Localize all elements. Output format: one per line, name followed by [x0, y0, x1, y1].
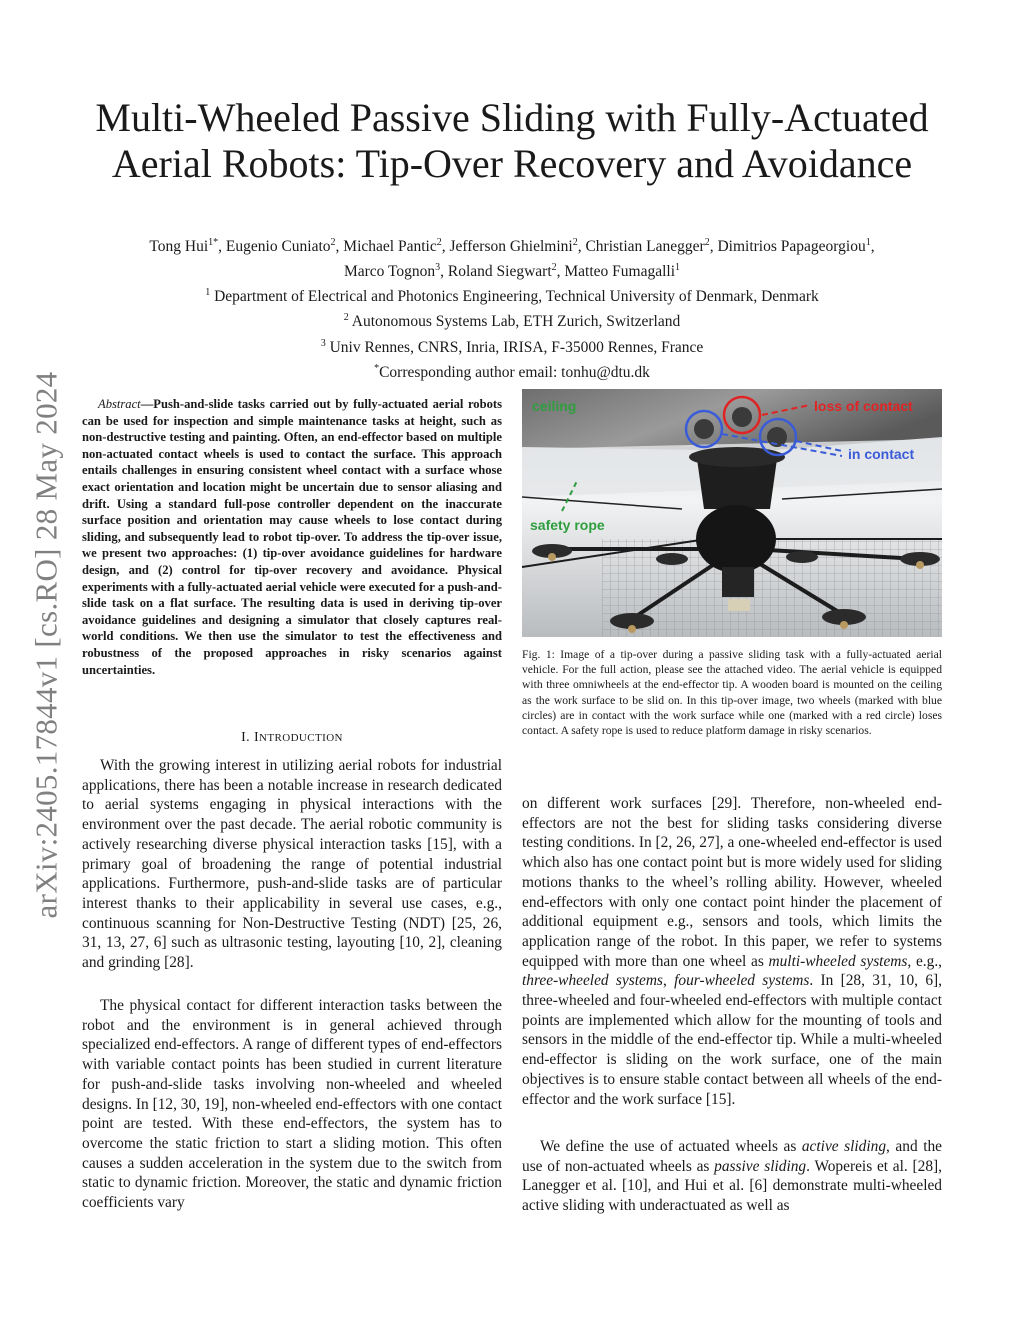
text-run: on different work surfaces [29]. Therefore, non-wheeled end-effectors are not the best for sliding tasks considering diverse testing conditions. In [2, 26, 27], a one-wheeled end-effector is used which also has one contact point but is more widely used for sliding motions thanks to the wheel’s rolling ability. However, wheeled end-effectors with only one contact point hinder the placement of additional equipment e.g., sensors and tools, which limits the application range of the robot. In this paper, we refer to systems equipped with more than one wheel as [522, 795, 942, 970]
affiliation-mark: 2 [704, 237, 710, 248]
corresponding-author [70, 358, 954, 383]
abstract-label: Abstract [98, 397, 141, 411]
text-run: . In [28, 31, 10, 6], three-wheeled and four-wheeled end-effectors with multiple contact points are implemented which allow for the mounting of tools and sensors in the middle of the end-effector tip. While a multi-wheeled end-effector is sliding on the work surface, one of the main objectives is to ensure stable contact between all wheels of the end-effector and the work surface [15]. [522, 972, 942, 1108]
affiliation-mark: 3 [435, 262, 441, 274]
arxiv-identifier [22, 340, 70, 950]
intro-paragraph-1: With the growing interest in utilizing aerial robots for industrial applications, there has been a notable increase in research dedicated to aerial systems engaging in physical interactions with the environment over the past decade. The aerial robotic community is actively researching diverse physical interaction tasks [15], with a primary goal of broadening the range of potential industrial applications. Furthermore, push-and-slide tasks are of particular interest thanks to their applicability in several use cases, e.g., continuous scanning for Non-Destructive Testing (NDT) [25, 26, 31, 13, 27, 6] such as ultrasonic testing, layouting [10, 2], cleaning and grinding [28]. [82, 757, 502, 972]
text-run: , and the use of non-actuated wheels as [522, 1138, 942, 1175]
text-run: , e.g., [907, 952, 943, 970]
intro-paragraph-2: The physical contact for different interaction tasks between the robot and the environment is in general achieved through specialized end-effectors. A range of different types of end-effectors with variable contact points has been studied in current literature for push-and-slide tasks involving non-wheeled and wheeled designs. In [12, 30, 19], non-wheeled end-effectors with one contact point are tested. With these end-effectors, the system has to overcome the static friction to start a sliding motion. This often causes a sudden acceleration in the system due to the switch from static to dynamic friction. Moreover, the static and dynamic friction coefficients vary [82, 997, 502, 1212]
affiliation-mark: 2 [572, 237, 578, 248]
label-safety-rope: safety rope [530, 517, 605, 533]
label-ceiling: ceiling [532, 398, 577, 414]
author-name: , Dimitrios Papageorgiou [709, 238, 866, 256]
abstract [82, 396, 502, 678]
label-in-contact: in contact [848, 446, 915, 462]
affiliation-1 [70, 282, 954, 307]
author-name: Tong Hui [149, 238, 209, 256]
affiliation-3 [70, 333, 954, 358]
section-numeral: I. [241, 730, 251, 745]
author-name: , Michael Pantic [335, 238, 437, 256]
affiliation-text: Department of Electrical and Photonics Engineering, Technical University of Denmark, Denmark [210, 288, 819, 306]
heading-smallcaps: NTRODUCTION [259, 732, 343, 744]
figure-1-photo [522, 389, 942, 637]
abstract-text: —Push-and-slide tasks carried out by fully-actuated aerial robots can be used for inspection and simple maintenance tasks at height, such as non-destructive testing and painting. Often, an end-effector based on multiple non-actuated contact wheels is used to contact the surface. This approach entails challenges in ensuring consistent wheel contact with a surface whose exact orientation and location might be uncertain due to sensor aliasing and drift. Using a standard full-pose controller dependent on the inaccurate surface position and orientation may cause wheels to lose contact during sliding, and subsequently lead to robot tip-over. To address the tip-over issue, we present two approaches: (1) tip-over avoidance guidelines for hardware design, and (2) control for tip-over recovery and avoidance. Physical experiments with a fully-actuated aerial vehicle were executed for a push-and-slide task on a flat surface. The resulting data is used in deriving tip-over avoidance guidelines and designing a simulator that closely captures real-world conditions. We then use the simulator to test the effectiveness and robustness of the proposed approaches in risky scenarios against uncertainties. [82, 397, 502, 677]
author-separator: , [870, 238, 875, 256]
title-line-1: Multi-Wheeled Passive Sliding with Fully-Actuated [95, 95, 929, 140]
paper-title [60, 95, 964, 187]
heading-initial: I [253, 730, 260, 745]
battery-label [728, 599, 750, 611]
affiliation-mark: 1 [865, 237, 871, 248]
affiliation-text: Autonomous Systems Lab, ETH Zurich, Switzerland [348, 313, 681, 331]
author-name: , Eugenio Cuniato [218, 238, 331, 256]
end-effector-plate [689, 447, 785, 467]
arxiv-identifier-text: arXiv:2405.17844v1 [cs.RO] 28 May 2024 [28, 371, 64, 919]
title-line-2: Aerial Robots: Tip-Over Recovery and Avoidance [111, 141, 913, 186]
text-run: We define the use of actuated wheels as [540, 1138, 802, 1155]
section-heading-introduction [82, 730, 502, 746]
affiliation-mark: 1 [675, 262, 681, 274]
emphasis: multi-wheeled systems [768, 952, 908, 970]
figure-illustration [522, 389, 942, 637]
right-paragraph-1 [522, 794, 942, 1109]
affiliation-mark: * [374, 362, 380, 374]
affiliation-2 [70, 307, 954, 332]
omniwheel-left [694, 419, 714, 439]
author-block [70, 232, 954, 383]
emphasis: four-wheeled systems [674, 972, 810, 990]
figure-1-caption: Fig. 1: Image of a tip-over during a passive sliding task with a fully-actuated aerial vehicle. For the full action, please see the attached video. The aerial vehicle is equipped with three omniwheels at the end-effector tip. A wooden board is mounted on the ceiling as the work surface to be slid on. In this tip-over image, two wheels (marked with blue circles) are in contact with the work surface while one (marked with a red circle) loses contact. A safety rope is used to reduce platform damage in risky scenarios. [522, 648, 942, 738]
affiliation-mark: 2 [551, 262, 557, 274]
robot-body [696, 505, 776, 573]
label-loss-of-contact: loss of contact [814, 398, 913, 414]
author-name: Marco Tognon [343, 263, 436, 281]
omniwheel-top [732, 407, 752, 427]
emphasis: passive sliding [714, 1157, 807, 1175]
right-paragraph-2 [522, 1137, 942, 1216]
author-name: , Christian Lanegger [577, 238, 705, 256]
author-name: , Matteo Fumagalli [556, 263, 676, 281]
affiliation-text: Univ Rennes, CNRS, Inria, IRISA, F-35000 Rennes, France [325, 338, 704, 356]
affiliation-mark: 1* [208, 237, 219, 248]
author-name: , Roland Siegwart [440, 263, 552, 281]
text-run: , [662, 972, 675, 990]
text-run: . Wopereis et al. [28], Lanegger et al. [10], and Hui et al. [6] demonstrate multi-wheeled active sliding with underactuated as well as [522, 1157, 942, 1215]
affiliation-mark: 2 [436, 237, 442, 248]
author-name: , Jefferson Ghielmini [441, 238, 573, 256]
battery-pack [722, 567, 754, 597]
affiliation-mark: 2 [330, 237, 336, 248]
emphasis: active sliding [801, 1138, 887, 1155]
affiliation-mark: 2 [343, 312, 349, 324]
emphasis: three-wheeled systems [522, 972, 663, 990]
corresponding-email: Corresponding author email: tonhu@dtu.dk [379, 363, 650, 381]
author-list [70, 232, 954, 282]
affiliation-mark: 3 [320, 337, 326, 349]
affiliation-mark: 1 [205, 287, 211, 299]
